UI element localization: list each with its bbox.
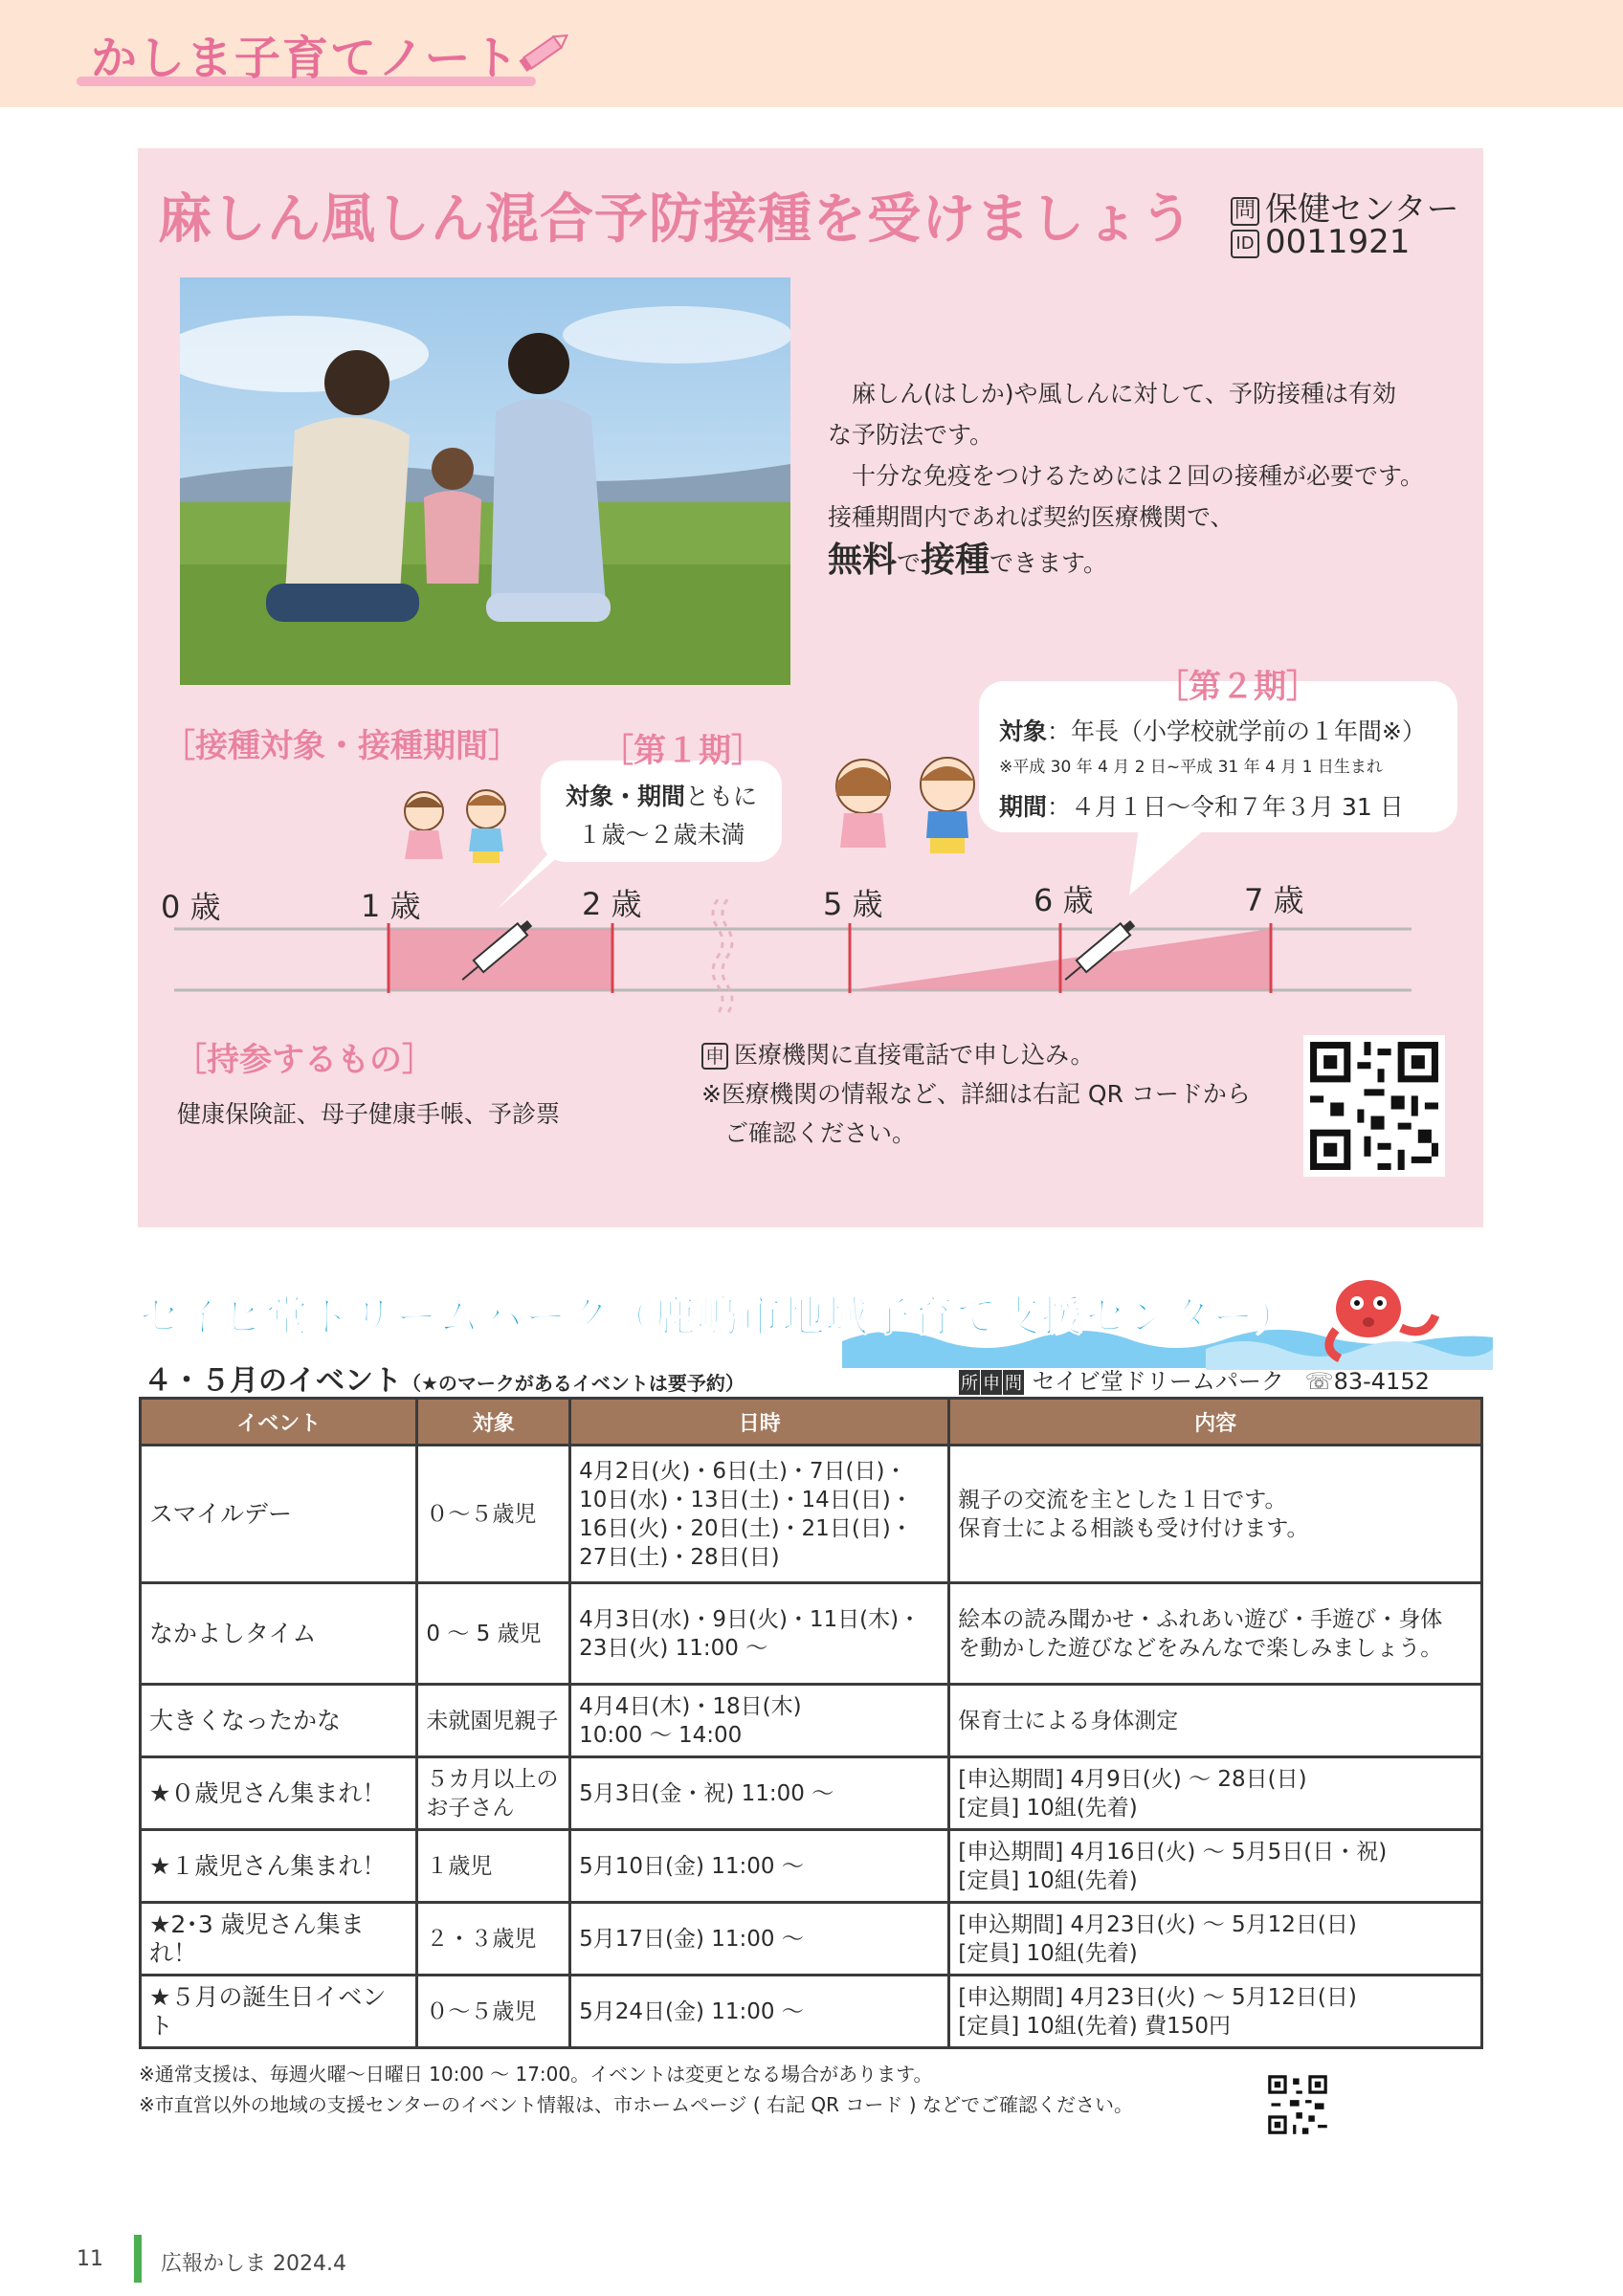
table-row (141, 1830, 1482, 1903)
table-row (141, 1685, 1482, 1757)
header-target: 対象 (417, 1399, 570, 1446)
table-row (141, 1446, 1482, 1583)
page-number: 11 (77, 2247, 103, 2271)
center-contact (959, 1362, 1430, 1396)
phase1-line2: １歳～２歳未満 (577, 821, 745, 849)
header-datetime: 日時 (570, 1399, 949, 1446)
footer-accent-bar (134, 2235, 142, 2283)
age-label: 5 歳 (823, 886, 883, 922)
event-name: スマイルデー (141, 1446, 417, 1583)
phase2-period (999, 788, 1404, 823)
event-target: ５カ月以上の お子さん (417, 1757, 570, 1830)
event-datetime: 4月2日(火)・6日(土)・7日(日)・ 10日(水)・13日(土)・14日(日)・ 16日(火)・20日(土)・21日(日)・ 27日(土)・28日(日) (570, 1446, 949, 1583)
family-photo (180, 277, 790, 685)
event-name: ★０歳児さん集まれ！ (141, 1757, 417, 1830)
event-target: 未就園児親子 (417, 1685, 570, 1757)
events-subtitle-text: ４・５月のイベント (144, 1364, 402, 1398)
phase2-target-label: 対象 (999, 718, 1048, 745)
pencil-icon (517, 27, 574, 77)
intro-line: 十分な免疫をつけるためには２回の接種が必要です。 (852, 462, 1425, 490)
event-name: ★５月の誕生日イベント (141, 1976, 417, 2048)
phase1-label: ［第１期］ (601, 732, 764, 770)
phone-icon: ☏ (1304, 1368, 1334, 1395)
header-content: 内容 (949, 1399, 1482, 1446)
phase1-line1-bold: 対象・期間 (565, 783, 685, 810)
phase1-line1-rest: ともに (685, 783, 758, 810)
event-content: [申込期間] 4月23日(火) ～ 5月12日(日) [定員] 10組(先着) 費150円 (949, 1976, 1482, 2048)
id-tag-icon: ID (1231, 230, 1259, 258)
event-content: 保育士による身体測定 (949, 1685, 1482, 1757)
contact-name: 保健センター (1265, 190, 1459, 229)
age-label: 0 歳 (161, 889, 221, 925)
age-label: 7 歳 (1244, 882, 1304, 918)
event-name: なかよしタイム (141, 1583, 417, 1685)
event-datetime: 4月3日(水)・9日(火)・11日(木)・ 23日(火) 11:00 ～ (570, 1583, 949, 1685)
center-name: セイビ堂ドリームパーク (1032, 1368, 1284, 1395)
table-row (141, 1583, 1482, 1685)
event-content: 親子の交流を主とした１日です。 保育士による相談も受け付けます。 (949, 1446, 1482, 1583)
event-target: １歳児 (417, 1830, 570, 1903)
intro-end: できます。 (989, 549, 1108, 577)
phase2-bubble-tail (1129, 828, 1206, 895)
event-target: ０～５歳児 (417, 1976, 570, 2048)
age-label: 6 歳 (1034, 882, 1094, 918)
place-tag-icon: 所 (959, 1370, 980, 1395)
kindergartners-illustration (825, 748, 989, 863)
event-name: ★2･3 歳児さん集まれ！ (141, 1903, 417, 1976)
event-datetime: 5月17日(金) 11:00 ～ (570, 1903, 949, 1976)
event-name: 大きくなったかな (141, 1685, 417, 1757)
age-label: 1 歳 (361, 888, 421, 924)
table-row (141, 1757, 1482, 1830)
free-emphasis: 無料 (828, 541, 898, 580)
event-datetime: 5月24日(金) 11:00 ～ (570, 1976, 949, 2048)
qr-code-icon[interactable] (1303, 1035, 1445, 1177)
event-datetime: 5月3日(金・祝) 11:00 ～ (570, 1757, 949, 1830)
vaccination-intro (828, 373, 1450, 584)
table-row (141, 1903, 1482, 1976)
intro-particle: で (897, 549, 922, 577)
table-row (141, 1976, 1482, 2048)
events-subtitle (144, 1357, 745, 1399)
apply-text: 医療機関に直接電話で申し込み。 (734, 1041, 1095, 1069)
header-event: イベント (141, 1399, 417, 1446)
event-datetime: 5月10日(金) 11:00 ～ (570, 1830, 949, 1903)
support-hours-note: ※通常支援は、毎週火曜～日曜日 10:00 ～ 17:00。イベントは変更となる場合があります。 (139, 2063, 933, 2086)
header-title: かしま子育てノート (91, 32, 521, 85)
table-header-row (141, 1399, 1482, 1446)
age-label: 2 歳 (582, 886, 642, 922)
apply-tag-icon: 申 (701, 1043, 728, 1070)
intro-line: 接種期間内であれば契約医療機関で、 (828, 503, 1234, 531)
apply-tag-icon: 申 (981, 1370, 1002, 1395)
target-heading: ［接種対象・接種期間］ (163, 727, 521, 765)
apply-line (701, 1036, 1095, 1071)
phase2-period-label: 期間 (999, 793, 1048, 821)
apply-note-cont: ご確認ください。 (724, 1119, 917, 1147)
center-phone: 83-4152 (1333, 1368, 1430, 1395)
phase2-period-text: ：４月１日～令和７年３月 31 日 (1047, 793, 1404, 821)
page-id-line (1231, 223, 1410, 261)
page-id: 0011921 (1265, 223, 1411, 261)
inquiry-tag-icon: 問 (1003, 1370, 1024, 1395)
event-content: 絵本の読み聞かせ・ふれあい遊び・手遊び・身体 を動かした遊びなどをみんなで楽しみましょう。 (949, 1583, 1482, 1685)
vaccination-emphasis: 接種 (921, 541, 990, 580)
events-table (139, 1397, 1483, 2049)
phase2-target (999, 713, 1426, 747)
apply-note: ※医療機関の情報など、詳細は右記 QR コードから (701, 1080, 1251, 1108)
event-target: 0 ～ 5 歳児 (417, 1583, 570, 1685)
inquiry-tag-icon: 問 (1231, 197, 1259, 226)
phase2-note: ※平成 30 年 4 月 2 日~平成 31 年 4 月 1 日生まれ (999, 758, 1383, 777)
event-name: ★１歳児さん集まれ！ (141, 1830, 417, 1903)
vaccination-timeline (163, 899, 1426, 1014)
event-datetime: 4月4日(木)・18日(木) 10:00 ～ 14:00 (570, 1685, 949, 1757)
event-target: ２・３歳児 (417, 1903, 570, 1976)
event-content: [申込期間] 4月23日(火) ～ 5月12日(日) [定員] 10組(先着) (949, 1903, 1482, 1976)
event-content: [申込期間] 4月9日(火) ～ 28日(日) [定員] 10組(先着) (949, 1757, 1482, 1830)
event-target: ０～５歳児 (417, 1446, 570, 1583)
publication-name: 広報かしま 2024.4 (161, 2252, 346, 2276)
event-content: [申込期間] 4月16日(火) ～ 5月5日(日・祝) [定員] 10組(先着) (949, 1830, 1482, 1903)
reservation-note: （★のマークがあるイベントは要予約） (402, 1372, 745, 1395)
vaccination-title: 麻しん風しん混合予防接種を受けましょう (158, 188, 1194, 251)
bring-items: 健康保険証、母子健康手帳、予診票 (177, 1100, 561, 1128)
phase2-label: ［第２期］ (1156, 668, 1319, 706)
other-centers-note: ※市直営以外の地域の支援センターのイベント情報は、市ホームページ ( 右記 QR コード ) などでご確認ください。 (139, 2093, 1133, 2116)
intro-line: 麻しん(はしか)や風しんに対して、予防接種は有効 (852, 380, 1397, 408)
center-title: セイビ堂ドリームパーク（鹿嶋市地域子育て支援センター） (138, 1292, 1298, 1341)
bring-heading: ［持参するもの］ (174, 1041, 434, 1079)
phase2-target-text: ：年長（小学校就学前の１年間※） (1047, 718, 1426, 745)
phase1-line1 (555, 778, 767, 812)
qr-code-icon[interactable] (1265, 2072, 1330, 2137)
intro-line: な予防法です。 (828, 421, 994, 449)
